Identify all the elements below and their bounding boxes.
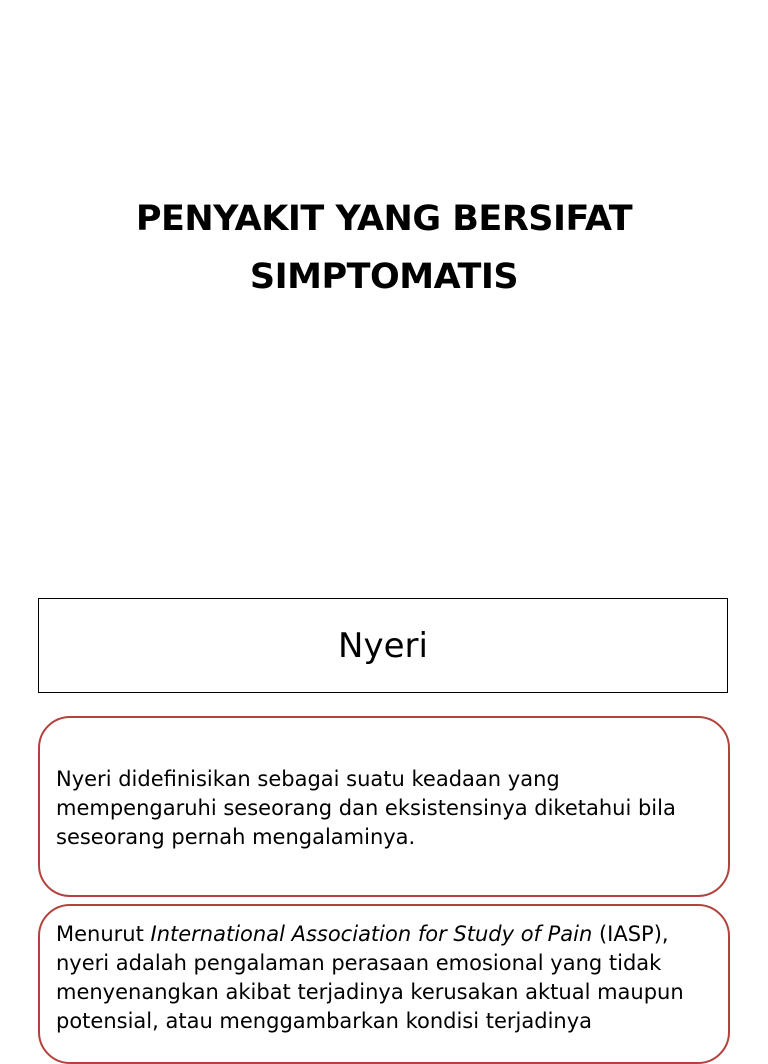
iasp-definition-text (56, 920, 714, 1036)
iasp-definition-card (38, 904, 730, 1064)
iasp-organization-name: International Association for Study of Pain (150, 922, 593, 946)
section-heading: Nyeri (338, 625, 428, 666)
iasp-prefix: Menurut (56, 922, 151, 946)
slide-title-line-1: PENYAKIT YANG BERSIFAT (135, 199, 633, 239)
slide-title-line-2: SIMPTOMATIS (249, 257, 519, 297)
definition-text: Nyeri didefinisikan sebagai suatu keadaan yang mempengaruhi seseorang dan eksistensinya diketahui bila seseorang pernah mengalaminya. (56, 767, 676, 849)
iasp-body: (IASP), nyeri adalah pengalaman perasaan emosional yang tidak menyenangkan akibat terjadinya kerusakan aktual maupun potensial, atau menggambarkan kondisi terjadinya (56, 922, 684, 1033)
definition-card (38, 716, 730, 897)
section-heading-box (38, 598, 728, 693)
slide-title (0, 190, 768, 306)
